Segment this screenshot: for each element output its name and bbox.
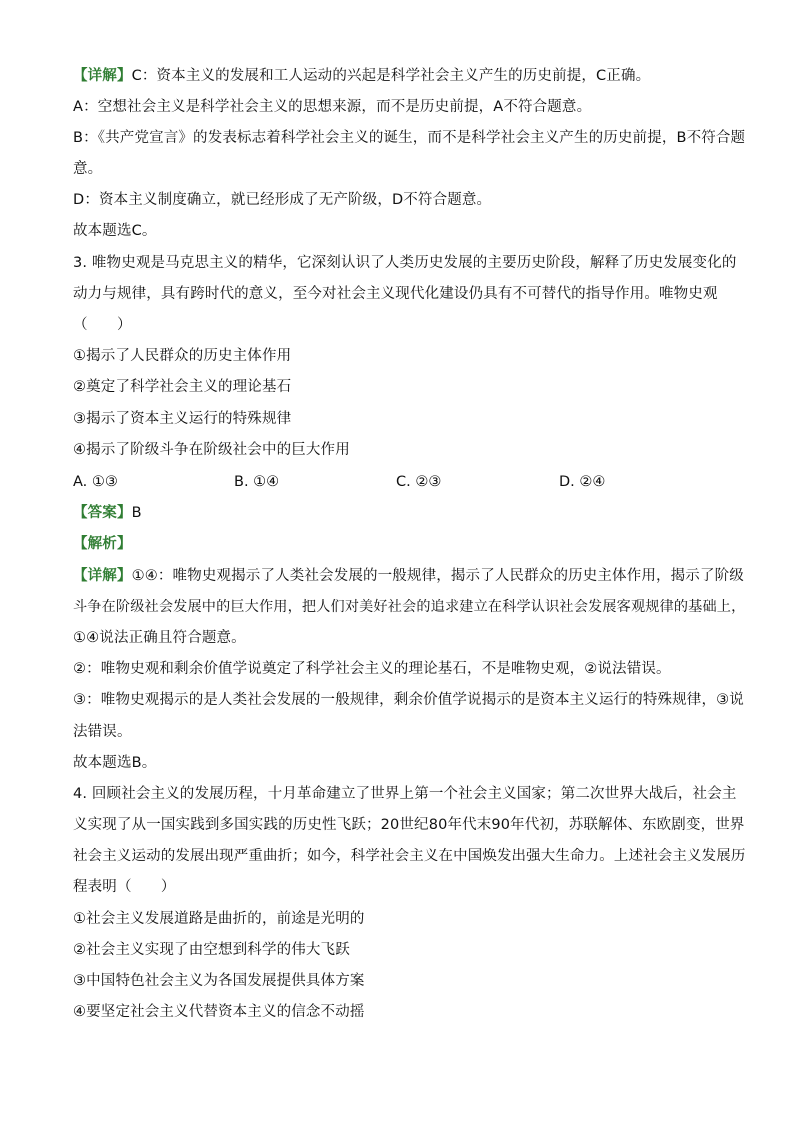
q2-option-b-analysis: B：《共产党宣言》的发表标志着科学社会主义的诞生，而不是科学社会主义产生的历史前提，B不符合题: [73, 130, 746, 146]
q3-detail-line-4: ②：唯物史观和剩余价值学说奠定了科学社会主义的理论基石，不是唯物史观，②说法错误。: [73, 661, 671, 677]
q3-item-3: ③揭示了资本主义运行的特殊规律: [73, 411, 292, 427]
q3-option-b: B. ①④: [234, 474, 280, 490]
q3-conclusion: 故本题选B。: [73, 755, 157, 771]
q3-detail-line-3: ①④说法正确且符合题意。: [73, 630, 246, 646]
q2-detail-line: [73, 66, 650, 86]
detail-text: ①④：唯物史观揭示了人类社会发展的一般规律，揭示了人民群众的历史主体作用，揭示了阶级: [131, 568, 744, 584]
q4-stem-line-3: 社会主义运动的发展出现严重曲折；如今，科学社会主义在中国焕发出强大生命力。上述社会主义发展历: [73, 848, 746, 864]
q4-stem-line-1: 4. 回顾社会主义的发展历程，十月革命建立了世界上第一个社会主义国家；第二次世界大战后，社会主: [73, 786, 737, 802]
q3-option-c: C. ②③: [396, 474, 442, 490]
q2-option-b-analysis-cont: 意。: [73, 161, 103, 177]
q3-option-d: D. ②④: [559, 474, 606, 490]
detail-text: C：资本主义的发展和工人运动的兴起是科学社会主义产生的历史前提，C正确。: [131, 68, 651, 84]
q4-stem-line-2: 义实现了从一国实践到多国实践的历史性飞跃；20世纪80年代末90年代初，苏联解体、东欧剧变，世界: [73, 817, 745, 833]
q3-detail-line-1: [73, 566, 744, 586]
detail-tag: 【详解】: [73, 68, 132, 84]
q3-stem-line-2: 动力与规律，具有跨时代的意义，至今对社会主义现代化建设仍具有不可替代的指导作用。唯物史观: [73, 286, 718, 302]
q3-detail-line-2: 斗争在阶级社会发展中的巨大作用，把人们对美好社会的追求建立在科学认识社会发展客观规律的基础上，: [73, 599, 746, 615]
q2-option-a-analysis: A：空想社会主义是科学社会主义的思想来源，而不是历史前提，A不符合题意。: [73, 99, 592, 115]
q4-item-3: ③中国特色社会主义为各国发展提供具体方案: [73, 973, 365, 989]
q3-item-4: ④揭示了阶级斗争在阶级社会中的巨大作用: [73, 442, 350, 458]
q3-analysis-heading: [73, 534, 132, 554]
detail-tag: 【详解】: [73, 568, 132, 584]
q2-option-d-analysis: D：资本主义制度确立，就已经形成了无产阶级，D不符合题意。: [73, 192, 492, 208]
q4-item-4: ④要坚定社会主义代替资本主义的信念不动摇: [73, 1004, 365, 1020]
q2-conclusion: 故本题选C。: [73, 223, 157, 239]
q3-answer-line: [73, 503, 142, 523]
q4-item-2: ②社会主义实现了由空想到科学的伟大飞跃: [73, 942, 350, 958]
q3-blank: （ ）: [73, 317, 132, 333]
analysis-tag: 【解析】: [73, 536, 132, 552]
q4-item-1: ①社会主义发展道路是曲折的，前途是光明的: [73, 911, 365, 927]
q3-stem-line-1: 3. 唯物史观是马克思主义的精华，它深刻认识了人类历史发展的主要历史阶段，解释了历史发展变化的: [73, 255, 737, 271]
q4-stem-line-4: 程表明（ ）: [73, 879, 176, 895]
q3-item-1: ①揭示了人民群众的历史主体作用: [73, 348, 292, 364]
q3-detail-line-6: 法错误。: [73, 724, 132, 740]
q3-item-2: ②奠定了科学社会主义的理论基石: [73, 379, 292, 395]
answer-tag: 【答案】: [73, 505, 132, 521]
q3-detail-line-5: ③：唯物史观揭示的是人类社会发展的一般规律，剩余价值学说揭示的是资本主义运行的特殊规律，③说: [73, 692, 744, 708]
answer-value: B: [131, 505, 142, 521]
q3-option-a: A. ①③: [73, 474, 118, 490]
